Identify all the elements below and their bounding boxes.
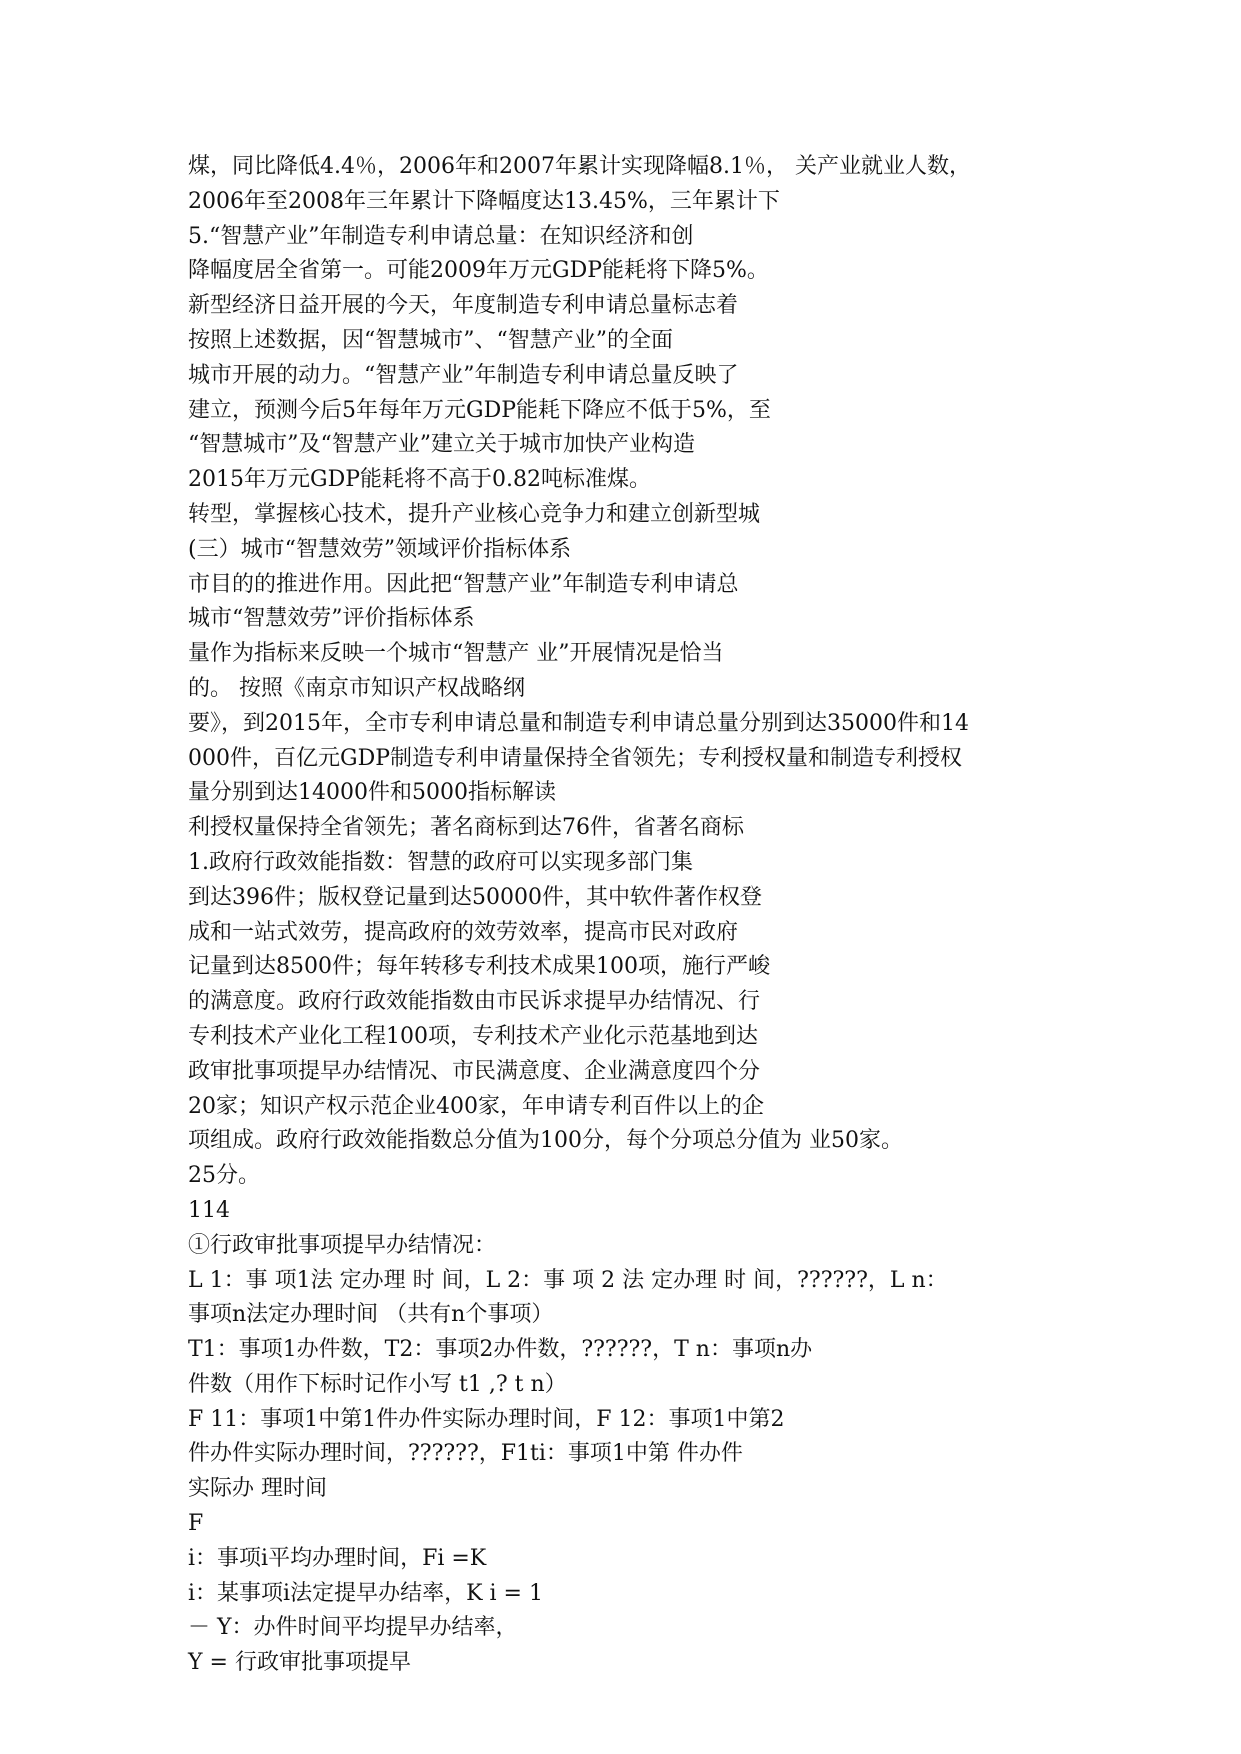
text-line: 量分别到达14000件和5000指标解读 — [188, 780, 556, 806]
text-line: 新型经济日益开展的今天，年度制造专利申请总量标志着 — [188, 293, 739, 319]
text-line: 要》，到2015年，全市专利申请总量和制造专利申请总量分别到达35000件和14 — [188, 710, 969, 736]
text-line: 按照上述数据，因“智慧城市”、“智慧产业”的全面 — [188, 327, 673, 353]
text-line: 市目的的推进作用。因此把“智慧产业”年制造专利申请总 — [188, 571, 739, 597]
text-line: － Y：办件时间平均提早办结率， — [188, 1615, 518, 1641]
text-line: T1：事项1办件数，T2：事项2办件数，??????，T n：事项n办 — [188, 1337, 813, 1363]
text-line: 成和一站式效劳，提高政府的效劳效率，提高市民对政府 — [188, 919, 739, 945]
text-line: L 1：事 项1法 定办理 时 间，L 2：事 项 2 法 定办理 时 间，??????，L n： — [188, 1267, 948, 1293]
text-line: 政审批事项提早办结情况、市民满意度、企业满意度四个分 — [188, 1058, 761, 1084]
text-line: 量作为指标来反映一个城市“智慧产 业”开展情况是恰当 — [188, 641, 724, 667]
text-line: Y = 行政审批事项提早 — [188, 1650, 411, 1676]
text-line: 实际办 理时间 — [188, 1476, 327, 1502]
text-line: 2015年万元GDP能耗将不高于0.82吨标准煤。 — [188, 467, 651, 493]
text-line: 煤，同比降低4.4％，2006年和2007年累计实现降幅8.1％， 关产业就业人数， — [188, 154, 971, 179]
text-line: 利授权量保持全省领先；著名商标到达76件，省著名商标 — [188, 815, 744, 841]
text-line: 20家；知识产权示范企业400家，年申请专利百件以上的企 — [188, 1093, 764, 1119]
section-heading: 城市“智慧效劳”评价指标体系 — [188, 606, 475, 632]
text-line: 2006年至2008年三年累计下降幅度达13.45%，三年累计下 — [188, 188, 780, 214]
text-line: 项组成。政府行政效能指数总分值为100分，每个分项总分值为 业50家。 — [188, 1128, 903, 1154]
text-line: 的满意度。政府行政效能指数由市民诉求提早办结情况、行 — [188, 989, 761, 1015]
text-line: 的。 按照《南京市知识产权战略纲 — [188, 675, 525, 701]
text-line: i：事项i平均办理时间，Fi =K — [188, 1545, 487, 1571]
text-line: 件办件实际办理时间，??????，F1ti：事项1中第 件办件 — [188, 1441, 743, 1467]
text-line: 到达396件；版权登记量到达50000件，其中软件著作权登 — [188, 884, 762, 910]
text-line: 建立，预测今后5年每年万元GDP能耗下降应不低于5%，至 — [188, 397, 771, 423]
text-line: 5.“智慧产业”年制造专利申请总量：在知识经济和创 — [188, 223, 694, 249]
text-line: i：某事项i法定提早办结率，K i = 1 — [188, 1580, 543, 1606]
text-line: 降幅度居全省第一。可能2009年万元GDP能耗将下降5%。 — [188, 258, 769, 284]
text-line: 事项n法定办理时间 （共有n个事项） — [188, 1302, 554, 1328]
text-line: F — [188, 1511, 204, 1537]
text-line: 000件，百亿元GDP制造专利申请量保持全省领先；专利授权量和制造专利授权 — [188, 745, 963, 771]
text-line: 25分。 — [188, 1163, 260, 1189]
page-number: 114 — [188, 1197, 230, 1223]
body-text — [188, 150, 1068, 1681]
text-line: 城市开展的动力。“智慧产业”年制造专利申请总量反映了 — [188, 362, 739, 388]
text-line: 件数（用作下标时记作小写 t1 ,? t n） — [188, 1371, 567, 1397]
text-line: ①行政审批事项提早办结情况： — [188, 1232, 497, 1258]
text-line: 转型，掌握核心技术，提升产业核心竞争力和建立创新型城 — [188, 501, 761, 527]
text-line: 专利技术产业化工程100项，专利技术产业化示范基地到达 — [188, 1023, 758, 1049]
text-line: 记量到达8500件；每年转移专利技术成果100项，施行严峻 — [188, 954, 770, 980]
section-heading: (三）城市“智慧效劳”领域评价指标体系 — [188, 536, 572, 562]
text-line: F 11：事项1中第1件办件实际办理时间，F 12：事项1中第2 — [188, 1406, 785, 1432]
text-line: “智慧城市”及“智慧产业”建立关于城市加快产业构造 — [188, 432, 695, 458]
text-line: 1.政府行政效能指数：智慧的政府可以实现多部门集 — [188, 849, 693, 875]
